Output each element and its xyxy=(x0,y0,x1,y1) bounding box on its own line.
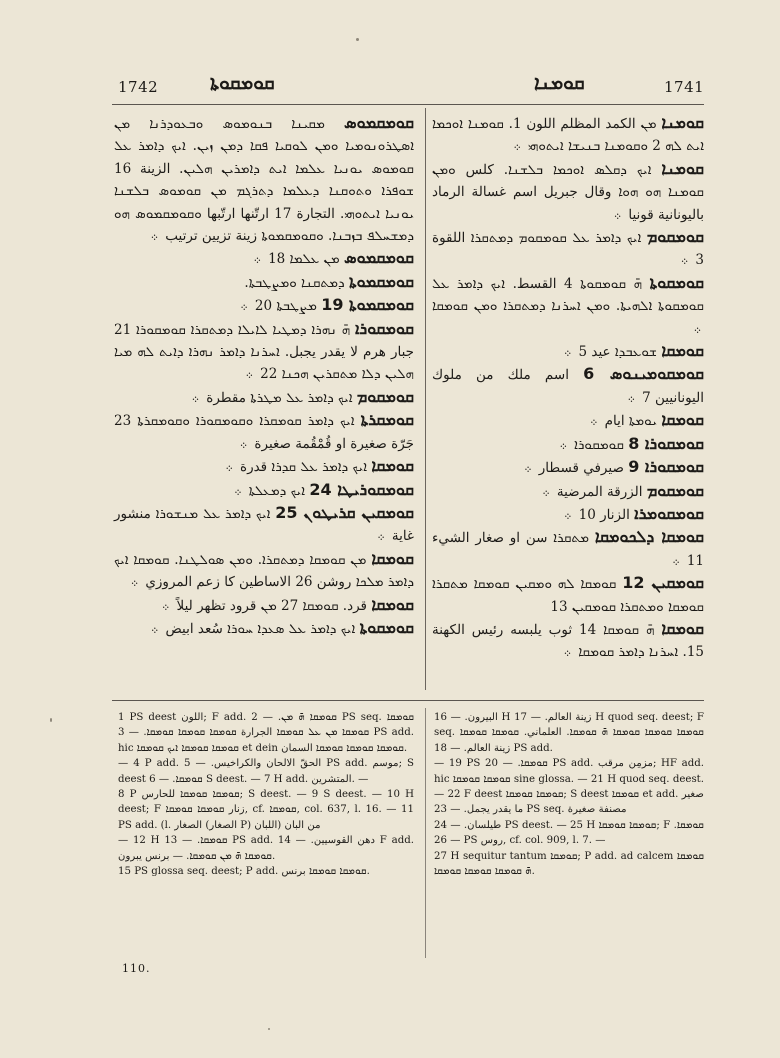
paper-fleck xyxy=(268,1028,270,1030)
footnote: 15 PS glossa seq. deest; P add. ܩܘܡܩܐ ܩܘܡܩܐ برنس. xyxy=(118,866,370,878)
entry-headword: ܩܘܡܩܐ xyxy=(371,548,414,568)
entry-gloss: ܡܨܛܒܬܐ 20 xyxy=(254,298,317,315)
dictionary-entry xyxy=(114,548,414,594)
footnote: — 19 PS ܩܘܡܩܐ. — 20 PS add. مزمِن مرقب; HF add. hic ܩܘܡܩܐ ܩܘܡܩܐ sine glossa. — 21 H quod seq. deest. — 22 F deest ܩܘܡܩܐ ܩܘܡܩܐ; S deest ܩܘܡܩܐ et add. صغير ما يقدر يجمل. — 23 PS seq. مصنفة صغيرة xyxy=(434,758,705,816)
entry-terminator: ܀ xyxy=(559,437,567,452)
dictionary-entry xyxy=(432,456,704,479)
entry-gloss: ܗ̄ ܩܘܡܩܐ 14 ثوب يلبسه رئيس الكهنة 15. ܐܚܪܢܐ ܕܐܡܪ ܩܘܡܩܐ xyxy=(432,621,704,661)
entry-terminator: ܀ xyxy=(225,460,233,475)
dictionary-entry xyxy=(114,294,414,317)
dictionary-entry xyxy=(114,594,414,617)
entry-terminator: ܀ xyxy=(150,229,158,244)
entry-headword: ܩܘܡܩܘܬܐ xyxy=(649,272,704,292)
entry-headword: ܩܘܡܩܘܡܝܢܘܣ 6 xyxy=(583,364,705,384)
entry-headword: ܩܘܡܩܘܡ xyxy=(646,227,705,247)
footnote-divider xyxy=(425,708,426,958)
entry-headword: ܩܘܡܩܡܘܬܐ xyxy=(349,271,414,291)
dictionary-entry xyxy=(114,455,414,478)
entry-gloss: ܐܝܟ ܕܐܡܪ ܥܠ ܡܛܪܬܐ مقطرة xyxy=(206,389,353,406)
entry-gloss: ܐܝܟ ܕܡܥܠܬܐ xyxy=(248,482,306,499)
entry-terminator: ܀ xyxy=(627,390,635,405)
entry-terminator: ܀ xyxy=(672,553,680,568)
dictionary-entry xyxy=(432,363,704,409)
entry-headword: ܩܘܡܩܡܘܣ xyxy=(343,113,414,132)
entry-headword: ܩܘܡܩܘܪܝܛܐ 24 xyxy=(309,479,414,499)
footnote: 27 H sequitur tantum ܩܘܡܩܐ; P add. ad calcem ܩܘܡܩܐ ܗ̄ ܩܘܡܩܐ ܩܘܡܩܐ ܩܘܡܩܐ. xyxy=(434,850,704,878)
dictionary-entry xyxy=(432,433,704,456)
entry-gloss: ܡܢ الكمد المظلم اللون 1. ܩܘܡܢܐ ܐܘܟܡܐ ܐܝܬ ܠܗ 2 ܘܩܘܡܢܐ ܒܢܝܫܐ ܐܝܬܘܗܝ xyxy=(432,116,704,155)
dictionary-entry xyxy=(432,480,704,503)
entry-headword: ܩܘܡܢܐ xyxy=(661,158,704,178)
entry-headword: ܩܘܡܩܐ xyxy=(661,410,704,430)
entry-terminator: ܀ xyxy=(524,461,532,476)
entry-gloss: ܩܘܡܩܐ ܠܗ ܘܡܩܝܢ ܩܘܡܩܐ ܡܬܩܪܐ ܩܘܡܩܐ ܘܡܬܩܪܐ ܩܘܡܩܝܢ 13 xyxy=(432,576,704,615)
entry-headword: ܩܘܡܩܘܪܐ xyxy=(354,318,414,338)
entry-gloss: ܐܝܟ ܕܐܡܪ ܥܠ ܩܕܪܐ قدرة xyxy=(240,459,368,476)
entry-gloss: ܐܝܟ ܕܐܡܪ ܩܘܡܩܪܐ ܘܩܘܡܩܘܪܐ ܘܩܘܡܩܪܬܐ 23 جَرّة صغيرة او قُمْقُمة صغيرة xyxy=(114,413,414,452)
dictionary-entry xyxy=(432,526,704,572)
dictionary-entry xyxy=(432,618,704,664)
entry-terminator: ܀ xyxy=(513,139,521,154)
footnote: طيلسان. — 24 PS deest. — 25 H ܩܘܡܩܐ ܩܘܡܩܐ; F ܩܘܡܩܐ. — 26 PS روس, cf. col. 909, l. 7. — xyxy=(434,819,704,847)
entry-headword: ܩܘܡܩܐ xyxy=(661,341,704,361)
left-column xyxy=(114,112,414,640)
header-rule xyxy=(112,104,704,105)
entry-terminator: ܀ xyxy=(234,483,242,498)
footnotes-left xyxy=(118,710,414,879)
entry-gloss: ܫܘܥܒܕܐ عيد 5 xyxy=(578,344,658,361)
entry-terminator: ܀ xyxy=(590,414,598,429)
entry-headword: ܩܘܡܩܐ xyxy=(371,594,414,614)
page-number-left: 1742 xyxy=(118,78,159,96)
footnote: 8 P ܩܘܡܩܐ ܩܘܡܩܐ للحارس; S deest. — 9 S deest. — 10 H deest; F زنار ܩܘܡܩܐ ܩܘܡܩܐ, cf. ܩܘܡܩܐ, col. 637, l. 16. — 11 PS add. (l. الصغار (الصغار P) من البان (اللبان xyxy=(118,789,414,831)
entry-terminator: ܀ xyxy=(563,645,571,660)
footnote-rule xyxy=(112,700,704,701)
footnotes-right xyxy=(434,710,704,879)
dictionary-entry xyxy=(432,226,704,272)
entry-gloss: ܐܝܟ ܕܐܡܪ ܥܠ ܩܘܡܩܘܡ ܕܡܬܩܪܐ اللقوة 3 xyxy=(432,230,704,269)
entry-terminator: ܀ xyxy=(130,575,139,590)
entry-terminator: ܀ xyxy=(693,321,701,336)
entry-gloss: قرد. ܩܘܡܩܐ 27 ܡܢ قرود تظهر ليلاً xyxy=(176,597,368,614)
entry-gloss: الزنار 10 xyxy=(578,506,630,523)
entry-terminator: ܀ xyxy=(239,436,248,451)
entry-gloss: ܕܡܬܩܢܐ ܘܡܨܛܒܬܐ. xyxy=(244,274,345,291)
entry-gloss: ܝܘܡܬܐ ايام xyxy=(604,413,658,430)
paper-fleck xyxy=(50,718,52,722)
footnote: — 12 H ܩܘܡܩܐ. — 13 PS add. دهن القوسيين. — 14 F add. ܩܘܡܩܐ ܗ̄ ܡܢ ܩܘܡܩܐ. — برنس يبرون. xyxy=(118,835,414,862)
running-head-left: ܩܘܡܩܘܬܐ xyxy=(210,72,275,94)
entry-terminator: ܀ xyxy=(151,621,159,636)
entry-headword: ܩܘܡܩܡܘܣ xyxy=(343,248,414,268)
page-number-right: 1741 xyxy=(664,78,705,96)
entry-terminator: ܀ xyxy=(564,507,572,522)
entry-gloss: ܐܝܟ ܕܩܠܣ ܐܘܟܡܐ ܒܠܫܢܐ. كلس ܘܡܢ ܩܘܡܢܐ ܗܘ ܗܘܐ وقال جبريل اسم غسالة الرماد باليونانية قونيا xyxy=(432,161,704,223)
entry-headword: ܩܘܡܩܡܘܬܐ 19 xyxy=(321,295,414,315)
entry-terminator: ܀ xyxy=(253,252,261,267)
entry-terminator: ܀ xyxy=(162,598,170,613)
column-divider xyxy=(425,108,426,690)
dictionary-entry xyxy=(432,158,704,226)
dictionary-entry xyxy=(114,409,414,455)
entry-headword: ܩܘܡܩܘܪܐ 9 xyxy=(628,457,704,477)
entry-gloss: ܗ̄ ܩܘܡܩܘܬܐ 4 القسط. ܐܝܟ ܕܐܡܪ ܥܠ ܩܘܡܩܘܬܐ ܐܠܗܝܬܐ. ܘܡܢ ܐܚܪܢܐ ܕܡܬܩܪܐ ܘܡܢ ܩܘܡܩܐ xyxy=(432,275,704,315)
dictionary-entry xyxy=(432,572,704,618)
dictionary-entry xyxy=(114,318,414,386)
footnote: 1 PS deest اللون; F add. ܩܘܡܩܐ ܗ̄ ܡܢ. — 2 PS seq. ܩܘܡܩܐ ܩܘܡܩܐ ܡܢ ܥܠ ܩܘܡܩܐ الجرارة ܩܘܡܩܐ ܩܘܡܩܐ ܩܘܡܩܐ. — 3 PS add. hic ܩܘܡܩܐ ܩܘܡܩܐ ܐܝܟ ܩܘܡܩܐ et dein ܩܘܡܩܐ ܩܘܡܩܐ ܩܘܡܩܐ السمان. xyxy=(118,712,414,754)
entry-headword: ܩܘܡܩܝܢ ܩܪܝܛܘܢ 25 xyxy=(275,502,415,522)
dictionary-entry xyxy=(114,479,414,502)
entry-terminator: ܀ xyxy=(191,390,199,405)
entry-headword: ܩܘܡܩܐ xyxy=(371,456,414,476)
running-head-right: ܩܘܡܢܐ xyxy=(534,72,585,94)
dictionary-entry xyxy=(432,112,704,158)
entry-gloss: ܐܝܟ ܕܐܡܪ ܥܠ ܡܢܫܘܪܐ منشور غاية xyxy=(114,505,414,545)
entry-headword: ܩܘܡܩܐ ܕܠܟܘܡܩܐ xyxy=(594,527,704,547)
dictionary-entry xyxy=(432,272,704,340)
entry-headword: ܩܘܡܩܪܬܐ xyxy=(360,410,414,430)
dictionary-entry xyxy=(432,340,704,363)
entry-headword: ܩܘܡܩܝܢ 12 xyxy=(622,573,704,593)
dictionary-entry xyxy=(114,247,414,270)
entry-gloss: صيرفي قسطار xyxy=(538,460,624,477)
entry-terminator: ܀ xyxy=(680,253,689,268)
right-column xyxy=(432,112,704,664)
entry-gloss: اسم ملك من ملوك اليونانيين 7 xyxy=(432,367,704,406)
entry-terminator: ܀ xyxy=(245,367,253,382)
entry-headword: ܩܘܡܩܘܬܐ xyxy=(359,617,414,637)
dictionary-entry xyxy=(432,503,704,526)
dictionary-entry xyxy=(114,502,414,548)
entry-terminator: ܀ xyxy=(377,529,385,544)
entry-headword: ܩܘܡܩܘܡܪܐ xyxy=(634,503,704,523)
dictionary-entry xyxy=(432,409,704,432)
entry-headword: ܩܘܡܩܘܡ xyxy=(646,480,704,500)
entry-gloss: ܩܘܡܩܘܪܐ xyxy=(574,436,624,453)
entry-terminator: ܀ xyxy=(542,484,550,499)
dictionary-entry xyxy=(114,271,414,294)
entry-terminator: ܀ xyxy=(564,345,572,360)
entry-gloss: الزرقة المرضية xyxy=(556,483,643,500)
entry-headword: ܩܘܡܩܘܡ xyxy=(356,386,414,406)
folio-signature: 110. xyxy=(122,962,151,975)
entry-terminator: ܀ xyxy=(613,207,622,222)
entry-headword: ܩܘܡܩܘܪܐ 8 xyxy=(628,433,704,453)
dictionary-entry xyxy=(114,617,414,640)
footnote: — 4 P add. الحقّ الالحان والكراخيس. — 5 PS add. موسم; S deest ܩܘܡܩܐ. — 6 S deest. — 7 H add. المتشرين. — xyxy=(118,758,415,785)
entry-gloss: ܗ̄ ܢܗܪܐ ܕܡܛܝܐ ܠܐܝܠܐ ܕܡܬܩܪܐ ܩܘܡܩܘܪܐ 21 جبار هرم لا يقدر يجبل. ܐܚܪܢܐ ܕܐܡܪ ܢܗܪܐ ܕܐܝܬ ܠܗ ܡܝܐ ܗܠܝܢ ܕܠܐ ܡܬܩܪܝܢ ܗܟܢܐ 22 xyxy=(114,321,414,383)
dictionary-entry xyxy=(114,386,414,409)
entry-gloss: ܡܩܝܢܐ ܒܢܘܡܘܣ ܘܒܥܘܕܪܢܐ ܡܢ ܐܣܛܪܘܢܘܡܝܐ ܘܡܢ ܠܘܩܝܐ ܦܩܐ ܕܡܢ ܙܝܢ. ܐܝܟ ܕܐܡܪ ܥܠ ܩܘܡܘܣ ܝܘܢܝܐ ܥܠܡܐ ܐܝܬ ܕܐܡܪܝܢ ܗܠܝܢ. الزينة 16 ܫܘܦܪܐ ܘܬܘܩܢܐ ܕܥܠܡܐ ܕܬܪܓܡ ܡܢ ܩܘܡܘܣ ܒܠܫܢܐ ܝܘܢܝܐ ܐܝܬܘܗܝ. التجارة 17 ارتّنها ارتّبها ܘܩܘܡܩܡܘܣ ܗܘ ܕܡܫܚܠܦ ܒܙܒܢܐ. ܘܩܘܡܩܡܘܬܐ زينة تزيين ترتيب xyxy=(114,116,414,245)
entry-headword: ܩܘܡܢܐ xyxy=(661,113,704,132)
entry-gloss: ܡܢ ܩܘܡܩܐ ܕܡܬܩܪܐ. ܘܡܢ ܣܘܠܛܢܐ. ܩܘܡܩܐ ܐܝܟ ܕܐܡܪ ܡܠܟܐ روشن 26 الاساطين كا زعم المروزي xyxy=(114,551,414,591)
paper-fleck xyxy=(356,38,359,41)
footnote: البيرون. — 16 H زينة العالم. — 17 H quod seq. deest; F seq. ܩܘܡܩܐ ܩܘܡܩܐ ܩܘܡܩܐ ܗ̄ ܩܘܡܩܐ. العلماني. ܩܘܡܩܐ ܩܘܡܩܐ زينة العالم. — 18 PS add. xyxy=(434,712,704,754)
entry-headword: ܩܘܡܩܐ xyxy=(661,618,704,638)
entry-gloss: ܐܝܟ ܕܐܡܪ ܥܠ ܣܥܕܐ ܚܘܪܐ سُعد ابيض xyxy=(165,620,356,637)
dictionary-entry xyxy=(114,112,414,247)
entry-gloss: ܡܬܩܪܐ سن او صغار الشيء 11 xyxy=(432,530,704,569)
entry-gloss: ܡܢ ܥܠܡܐ 18 xyxy=(268,251,340,268)
entry-terminator: ܀ xyxy=(240,299,248,314)
